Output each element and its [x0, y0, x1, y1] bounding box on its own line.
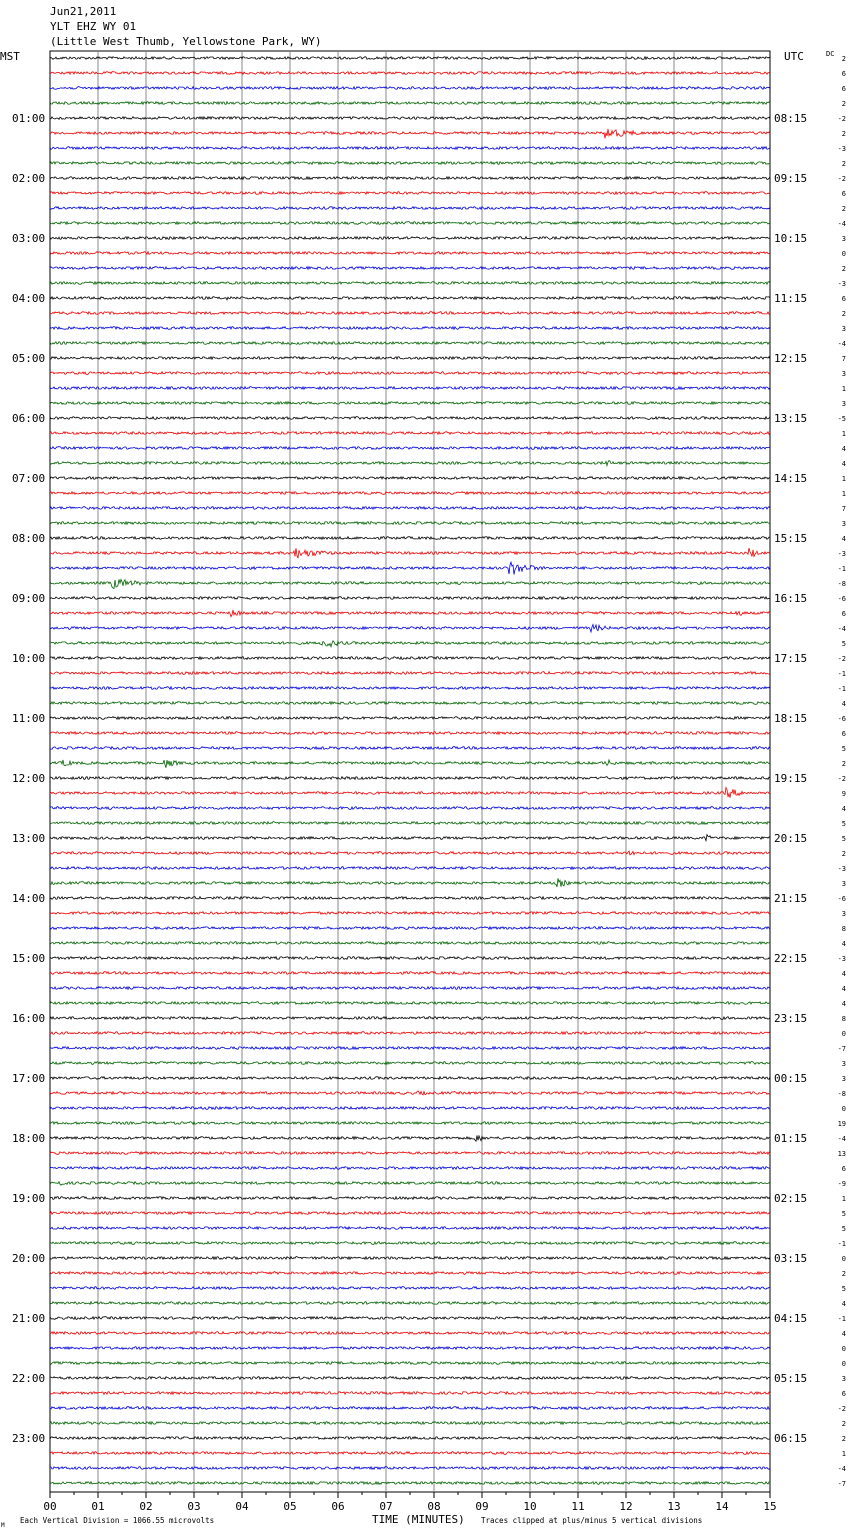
- mst-hour-label: 01:00: [12, 112, 46, 125]
- trace-line: [50, 117, 770, 120]
- dc-offset-value: 0: [841, 1105, 846, 1113]
- trace-line: [50, 562, 770, 574]
- plot-frame: [50, 51, 770, 1492]
- trace-line: [50, 597, 770, 600]
- dc-offset-value: -1: [837, 670, 846, 678]
- trace-line: [50, 1347, 770, 1350]
- dc-offset-value: 3: [841, 1375, 846, 1383]
- dc-offset-value: 4: [841, 535, 846, 543]
- dc-offset-value: 3: [841, 880, 846, 888]
- dc-offset-value: 4: [841, 970, 846, 978]
- trace-line: [50, 1467, 770, 1470]
- dc-offset-value: -1: [837, 565, 846, 573]
- dc-offset-value: 4: [841, 940, 846, 948]
- trace-line: [50, 1272, 770, 1275]
- trace-line: [50, 625, 770, 632]
- dc-offset-value: 2: [841, 850, 846, 858]
- dc-offset-value: 2: [841, 760, 846, 768]
- trace-line: [50, 252, 770, 255]
- dc-offset-value: 7: [841, 505, 846, 513]
- dc-offset-value: -4: [837, 340, 846, 348]
- dc-offset-value: -3: [837, 145, 846, 153]
- trace-line: [50, 432, 770, 435]
- dc-offset-labels: [838, 55, 846, 1488]
- trace-line: [50, 987, 770, 990]
- dc-offset-value: 6: [841, 295, 846, 303]
- trace-line: [50, 897, 770, 900]
- trace-line: [50, 942, 770, 945]
- dc-offset-value: -2: [837, 655, 846, 663]
- utc-hour-label: 06:15: [774, 1432, 808, 1445]
- dc-offset-value: -3: [837, 865, 846, 873]
- dc-offset-value: 2: [841, 160, 846, 168]
- dc-offset-value: 2: [841, 205, 846, 213]
- chart-subtitle: (Little West Thumb, Yellowstone Park, WY): [50, 35, 322, 48]
- trace-line: [50, 1107, 770, 1110]
- trace-line: [50, 537, 770, 540]
- trace-line: [50, 788, 770, 798]
- trace-line: [50, 760, 770, 768]
- dc-offset-value: -5: [837, 415, 846, 423]
- dc-offset-value: -2: [837, 175, 846, 183]
- trace-line: [50, 372, 770, 375]
- trace-line: [50, 492, 770, 495]
- mst-hour-label: 16:00: [12, 1012, 46, 1025]
- trace-line: [50, 402, 770, 405]
- trace-line: [50, 1047, 770, 1050]
- trace-line: [50, 1091, 770, 1095]
- dc-offset-value: 3: [841, 370, 846, 378]
- trace-line: [50, 1135, 770, 1141]
- x-tick-label: 02: [139, 1500, 153, 1513]
- dc-offset-value: 1: [841, 430, 846, 438]
- trace-line: [50, 267, 770, 270]
- utc-labels: [774, 112, 807, 1445]
- trace-line: [50, 1392, 770, 1395]
- trace-line: [50, 1197, 770, 1200]
- dc-offset-value: -3: [837, 955, 846, 963]
- dc-offset-value: 2: [841, 1420, 846, 1428]
- dc-offset-value: 2: [841, 310, 846, 318]
- trace-line: [50, 1002, 770, 1005]
- utc-hour-label: 05:15: [774, 1372, 808, 1385]
- trace-line: [50, 507, 770, 510]
- mst-hour-label: 17:00: [12, 1072, 46, 1085]
- mst-hour-label: 12:00: [12, 772, 46, 785]
- mst-hour-label: 08:00: [12, 532, 46, 545]
- mst-hour-label: 18:00: [12, 1132, 46, 1145]
- x-tick-label: 15: [763, 1500, 777, 1513]
- trace-line: [50, 1482, 770, 1485]
- trace-line: [50, 102, 770, 105]
- dc-offset-value: -1: [837, 1240, 846, 1248]
- trace-line: [50, 57, 770, 60]
- trace-line: [50, 878, 770, 887]
- dc-offset-value: 3: [841, 910, 846, 918]
- trace-line: [50, 1317, 770, 1320]
- dc-offset-value: 13: [837, 1150, 846, 1158]
- trace-line: [50, 1287, 770, 1290]
- dc-offset-value: -8: [837, 580, 846, 588]
- trace-line: [50, 1077, 770, 1080]
- utc-hour-label: 04:15: [774, 1312, 808, 1325]
- utc-hour-label: 11:15: [774, 292, 808, 305]
- x-tick-label: 05: [283, 1500, 297, 1513]
- dc-offset-value: -1: [837, 1315, 846, 1323]
- x-tick-label: 04: [235, 1500, 249, 1513]
- dc-offset-value: -2: [837, 115, 846, 123]
- dc-offset-value: 0: [841, 1255, 846, 1263]
- mst-hour-label: 21:00: [12, 1312, 46, 1325]
- x-tick-label: 03: [187, 1500, 201, 1513]
- dc-offset-value: -1: [837, 685, 846, 693]
- trace-line: [50, 447, 770, 450]
- trace-line: [50, 822, 770, 825]
- trace-line: [50, 327, 770, 330]
- trace-line: [50, 177, 770, 180]
- dc-offset-value: 4: [841, 700, 846, 708]
- dc-offset-value: 3: [841, 1075, 846, 1083]
- utc-hour-label: 14:15: [774, 472, 808, 485]
- trace-line: [50, 387, 770, 390]
- dc-offset-value: 1: [841, 490, 846, 498]
- trace-line: [50, 912, 770, 915]
- dc-offset-value: 3: [841, 325, 846, 333]
- trace-line: [50, 1242, 770, 1245]
- corner-mark: M: [1, 1522, 5, 1529]
- trace-line: [50, 657, 770, 660]
- dc-offset-value: -9: [837, 1180, 846, 1188]
- trace-line: [50, 1452, 770, 1455]
- trace-line: [50, 548, 770, 558]
- dc-offset-value: -6: [837, 595, 846, 603]
- trace-line: [50, 72, 770, 75]
- dc-offset-value: 1: [841, 385, 846, 393]
- dc-offset-value: 8: [841, 1015, 846, 1023]
- trace-line: [50, 1032, 770, 1035]
- x-tick-label: 14: [715, 1500, 729, 1513]
- dc-offset-value: 2: [841, 1270, 846, 1278]
- mst-axis-label: MST: [0, 50, 20, 63]
- trace-line: [50, 1437, 770, 1440]
- vertical-division-note: Each Vertical Division = 1066.55 microvolts: [20, 1516, 215, 1525]
- utc-hour-label: 23:15: [774, 1012, 808, 1025]
- trace-line: [50, 162, 770, 165]
- trace-line: [50, 851, 770, 855]
- trace-line: [50, 1227, 770, 1230]
- dc-offset-value: 4: [841, 1330, 846, 1338]
- mst-hour-label: 10:00: [12, 652, 46, 665]
- utc-hour-label: 00:15: [774, 1072, 808, 1085]
- mst-hour-label: 09:00: [12, 592, 46, 605]
- trace-line: [50, 1122, 770, 1125]
- dc-offset-value: -4: [837, 220, 846, 228]
- dc-offset-value: -6: [837, 715, 846, 723]
- mst-hour-label: 06:00: [12, 412, 46, 425]
- dc-offset-value: 4: [841, 805, 846, 813]
- trace-line: [50, 357, 770, 360]
- trace-line: [50, 672, 770, 675]
- trace-line: [50, 867, 770, 870]
- dc-offset-value: -2: [837, 775, 846, 783]
- utc-axis-label: UTC: [784, 50, 804, 63]
- trace-line: [50, 417, 770, 420]
- dc-offset-value: 2: [841, 265, 846, 273]
- utc-hour-label: 03:15: [774, 1252, 808, 1265]
- trace-line: [50, 687, 770, 690]
- trace-line: [50, 1377, 770, 1380]
- mst-hour-label: 03:00: [12, 232, 46, 245]
- x-tick-label: 00: [43, 1500, 57, 1513]
- dc-offset-value: 8: [841, 925, 846, 933]
- trace-line: [50, 1212, 770, 1215]
- x-tick-label: 07: [379, 1500, 393, 1513]
- dc-offset-value: 2: [841, 55, 846, 63]
- dc-offset-value: 0: [841, 250, 846, 258]
- dc-offset-value: 6: [841, 730, 846, 738]
- trace-line: [50, 747, 770, 750]
- trace-line: [50, 1062, 770, 1065]
- grid-lines: [50, 51, 770, 1492]
- trace-group: [50, 57, 770, 1485]
- dc-offset-value: 19: [837, 1120, 846, 1128]
- trace-line: [50, 972, 770, 975]
- trace-line: [50, 807, 770, 810]
- utc-hour-label: 17:15: [774, 652, 808, 665]
- utc-hour-label: 19:15: [774, 772, 808, 785]
- chart-title: YLT EHZ WY 01: [50, 20, 137, 33]
- dc-offset-value: 3: [841, 400, 846, 408]
- dc-offset-value: 3: [841, 520, 846, 528]
- utc-hour-label: 21:15: [774, 892, 808, 905]
- dc-offset-value: 1: [841, 475, 846, 483]
- dc-offset-value: -8: [837, 1090, 846, 1098]
- dc-offset-value: 3: [841, 235, 846, 243]
- dc-offset-value: 4: [841, 985, 846, 993]
- dc-offset-value: 0: [841, 1345, 846, 1353]
- dc-offset-value: 5: [841, 1285, 846, 1293]
- x-axis-title: TIME (MINUTES): [372, 1513, 465, 1526]
- trace-line: [50, 207, 770, 210]
- trace-line: [50, 777, 770, 780]
- dc-offset-value: 4: [841, 460, 846, 468]
- mst-hour-label: 05:00: [12, 352, 46, 365]
- trace-line: [50, 732, 770, 735]
- x-tick-label: 09: [475, 1500, 489, 1513]
- dc-offset-value: 9: [841, 790, 846, 798]
- utc-hour-label: 12:15: [774, 352, 808, 365]
- trace-line: [50, 641, 770, 647]
- dc-offset-value: 2: [841, 130, 846, 138]
- dc-offset-value: -3: [837, 550, 846, 558]
- trace-line: [50, 1182, 770, 1186]
- x-tick-label: 10: [523, 1500, 537, 1513]
- utc-hour-label: 02:15: [774, 1192, 808, 1205]
- x-tick-label: 11: [571, 1500, 585, 1513]
- trace-line: [50, 522, 770, 525]
- trace-line: [50, 237, 770, 240]
- utc-hour-label: 09:15: [774, 172, 808, 185]
- dc-offset-value: 0: [841, 1360, 846, 1368]
- trace-line: [50, 1167, 770, 1170]
- trace-line: [50, 1407, 770, 1410]
- utc-hour-label: 18:15: [774, 712, 808, 725]
- mst-hour-label: 02:00: [12, 172, 46, 185]
- trace-line: [50, 1017, 770, 1020]
- dc-offset-value: 6: [841, 85, 846, 93]
- trace-line: [50, 87, 770, 90]
- x-tick-label: 01: [91, 1500, 105, 1513]
- x-tick-label: 08: [427, 1500, 441, 1513]
- dc-offset-value: 5: [841, 835, 846, 843]
- dc-offset-value: 5: [841, 640, 846, 648]
- mst-hour-label: 22:00: [12, 1372, 46, 1385]
- dc-offset-value: 7: [841, 355, 846, 363]
- trace-line: [50, 1422, 770, 1425]
- trace-line: [50, 312, 770, 315]
- dc-offset-value: -7: [837, 1045, 846, 1053]
- trace-line: [50, 147, 770, 150]
- trace-line: [50, 579, 770, 588]
- trace-line: [50, 610, 770, 617]
- mst-hour-label: 19:00: [12, 1192, 46, 1205]
- dc-offset-value: 6: [841, 190, 846, 198]
- trace-line: [50, 342, 770, 345]
- dc-offset-value: -2: [837, 1405, 846, 1413]
- dc-offset-value: 6: [841, 70, 846, 78]
- dc-offset-value: -7: [837, 1480, 846, 1488]
- trace-line: [50, 222, 770, 225]
- dc-offset-value: 5: [841, 745, 846, 753]
- trace-line: [50, 477, 770, 480]
- mst-hour-label: 07:00: [12, 472, 46, 485]
- x-tick-label: 12: [619, 1500, 633, 1513]
- mst-hour-label: 11:00: [12, 712, 46, 725]
- x-tick-label: 06: [331, 1500, 345, 1513]
- dc-offset-value: 3: [841, 1060, 846, 1068]
- dc-offset-value: 5: [841, 1210, 846, 1218]
- mst-hour-label: 13:00: [12, 832, 46, 845]
- trace-line: [50, 927, 770, 930]
- dc-offset-value: 1: [841, 1450, 846, 1458]
- utc-hour-label: 22:15: [774, 952, 808, 965]
- trace-line: [50, 1332, 770, 1335]
- mst-hour-label: 23:00: [12, 1432, 46, 1445]
- dc-offset-value: 1: [841, 1195, 846, 1203]
- dc-offset-value: -4: [837, 1135, 846, 1143]
- x-tick-label: 13: [667, 1500, 681, 1513]
- trace-line: [50, 282, 770, 285]
- dc-offset-value: 0: [841, 1030, 846, 1038]
- trace-line: [50, 192, 770, 195]
- dc-offset-value: 4: [841, 1000, 846, 1008]
- clipping-note: Traces clipped at plus/minus 5 vertical divisions: [481, 1516, 703, 1525]
- trace-line: [50, 717, 770, 720]
- trace-line: [50, 129, 770, 138]
- dc-offset-value: -4: [837, 625, 846, 633]
- trace-line: [50, 1257, 770, 1260]
- dc-offset-value: 6: [841, 1390, 846, 1398]
- x-axis: [43, 1492, 776, 1513]
- trace-line: [50, 1362, 770, 1365]
- trace-line: [50, 835, 770, 841]
- utc-hour-label: 10:15: [774, 232, 808, 245]
- mst-hour-label: 04:00: [12, 292, 46, 305]
- trace-line: [50, 702, 770, 705]
- dc-offset-value: 5: [841, 1225, 846, 1233]
- utc-hour-label: 15:15: [774, 532, 808, 545]
- dc-offset-value: 2: [841, 1435, 846, 1443]
- trace-line: [50, 1152, 770, 1155]
- dc-offset-value: 5: [841, 820, 846, 828]
- dc-offset-value: 6: [841, 1165, 846, 1173]
- trace-line: [50, 297, 770, 300]
- dc-offset-value: 2: [841, 100, 846, 108]
- utc-hour-label: 16:15: [774, 592, 808, 605]
- dc-offset-value: -4: [837, 1465, 846, 1473]
- trace-line: [50, 461, 770, 466]
- trace-line: [50, 957, 770, 960]
- mst-hour-label: 20:00: [12, 1252, 46, 1265]
- utc-hour-label: 08:15: [774, 112, 808, 125]
- mst-hour-label: 15:00: [12, 952, 46, 965]
- dc-offset-value: 4: [841, 445, 846, 453]
- trace-line: [50, 1302, 770, 1305]
- mst-labels: [12, 112, 45, 1445]
- chart-date: Jun21,2011: [50, 5, 117, 18]
- dc-axis-label: DC: [826, 50, 835, 58]
- utc-hour-label: 13:15: [774, 412, 808, 425]
- dc-offset-value: -3: [837, 280, 846, 288]
- mst-hour-label: 14:00: [12, 892, 46, 905]
- dc-offset-value: -6: [837, 895, 846, 903]
- utc-hour-label: 20:15: [774, 832, 808, 845]
- dc-offset-value: 4: [841, 1300, 846, 1308]
- dc-offset-value: 6: [841, 610, 846, 618]
- utc-hour-label: 01:15: [774, 1132, 808, 1145]
